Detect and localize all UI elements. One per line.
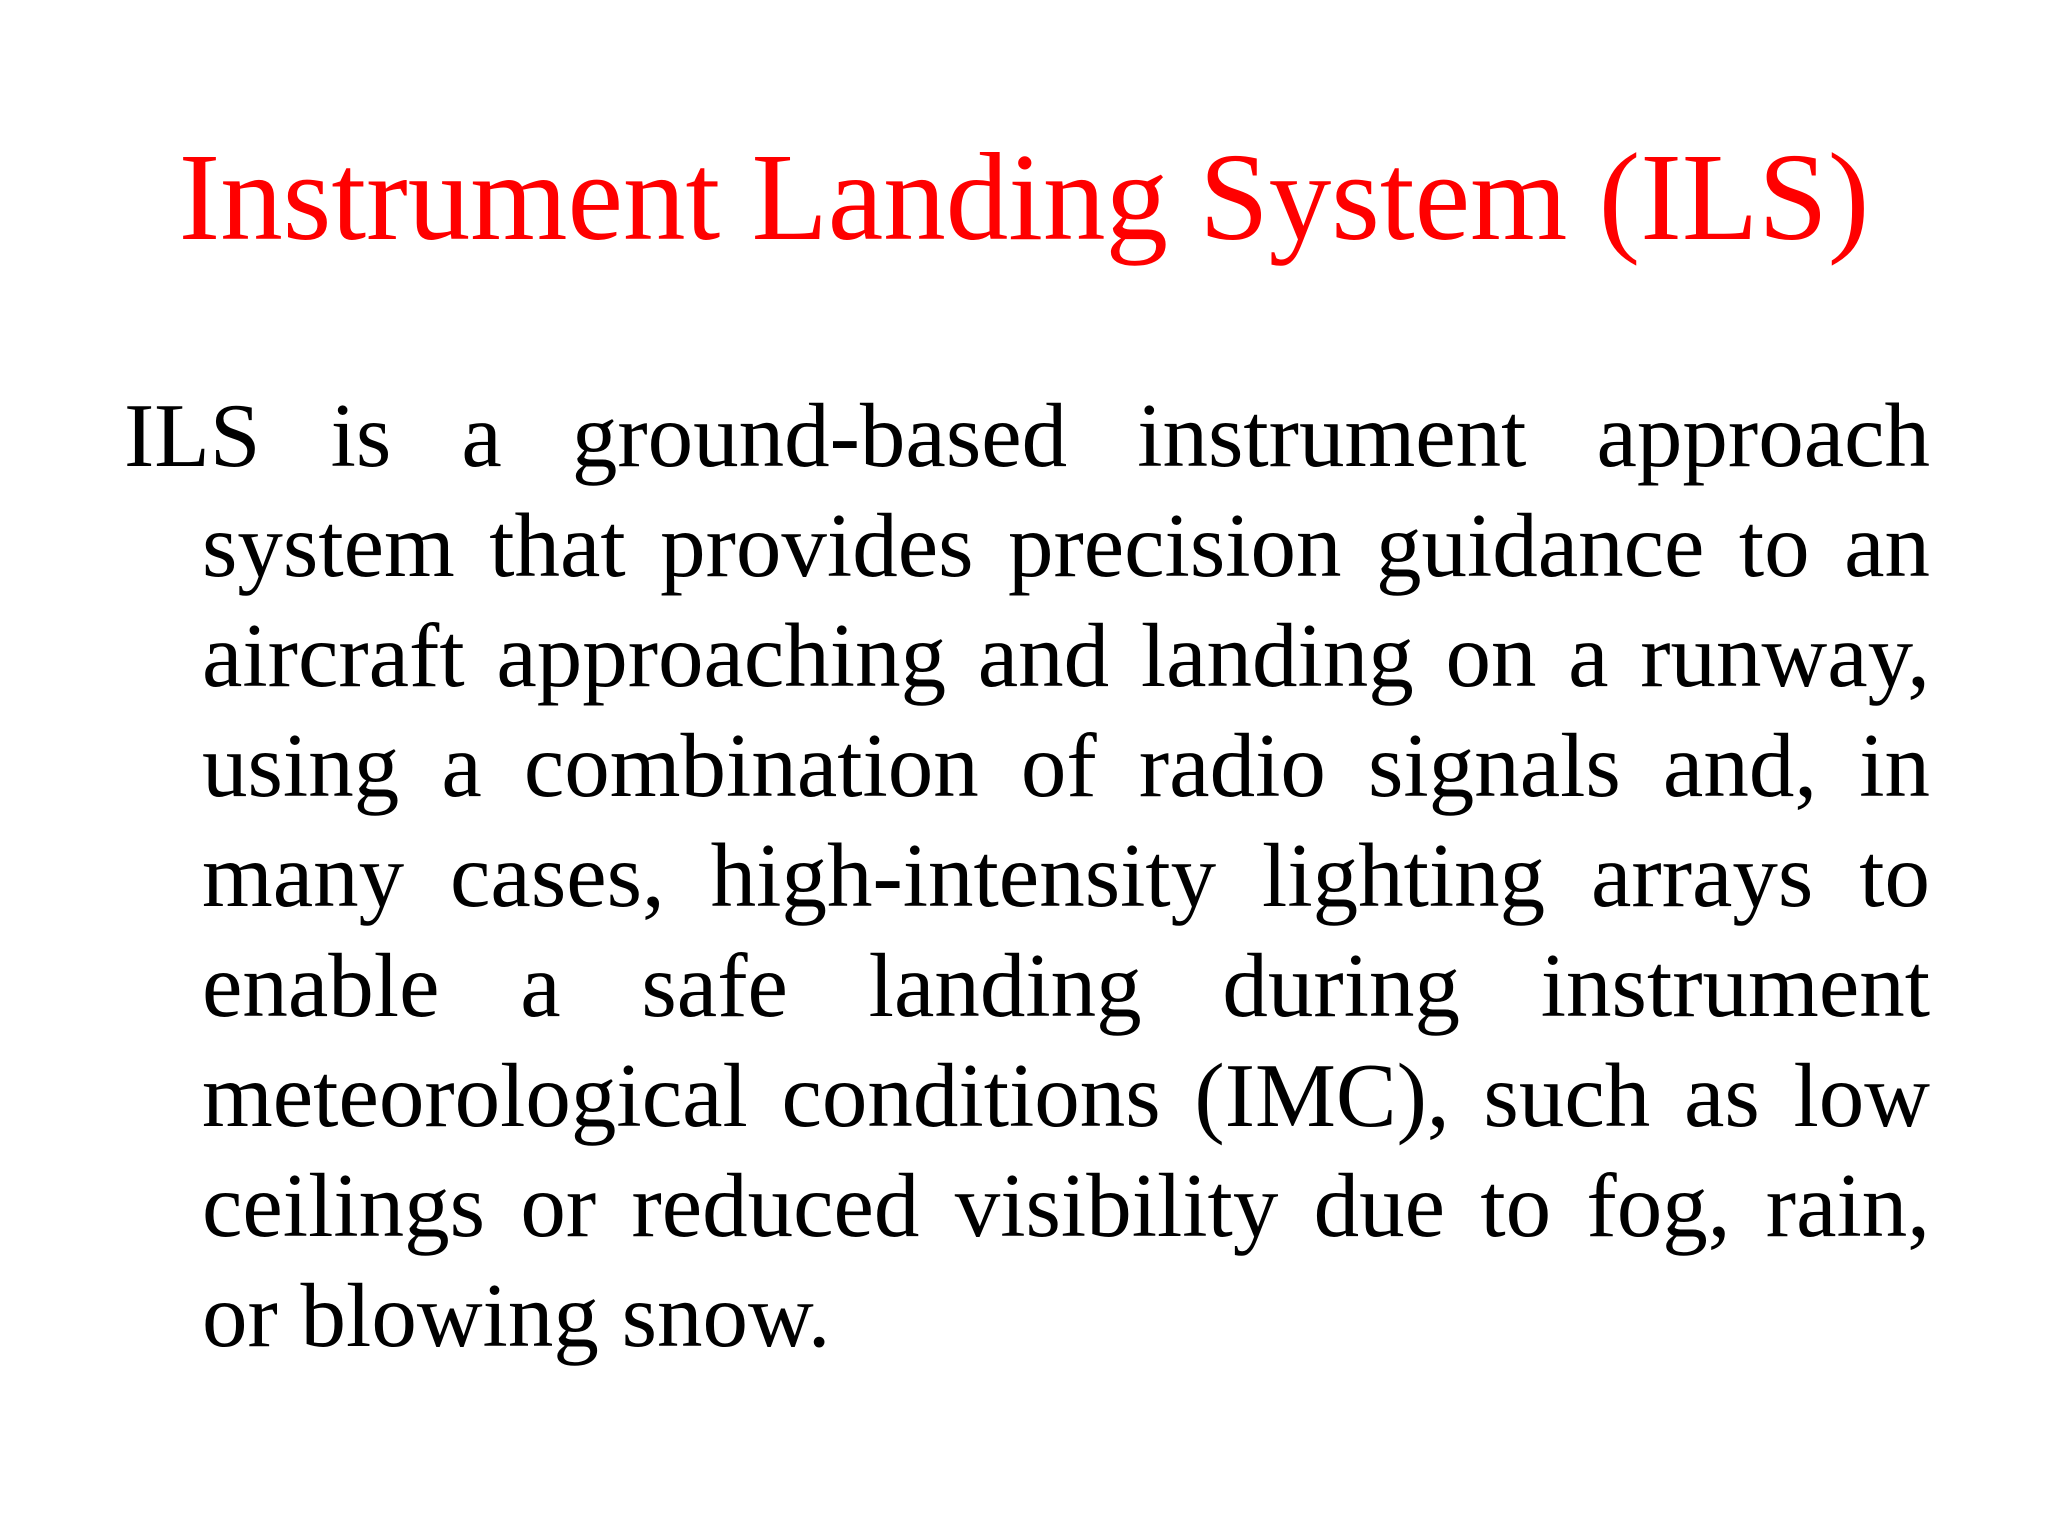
slide-title: Instrument Landing System (ILS) — [178, 129, 1870, 267]
slide-body-text: ILS is a ground-based instrument approach system that provides precision guidance to an aircraft approaching and landing on a runway, using a combination of radio signals and, in many cases, high-intensity lighting arrays to enable a safe landing during instrument meteorological conditions (IMC), such as low ceilings or reduced visibility due to fog, rain, or blowing snow. — [124, 385, 1930, 1366]
